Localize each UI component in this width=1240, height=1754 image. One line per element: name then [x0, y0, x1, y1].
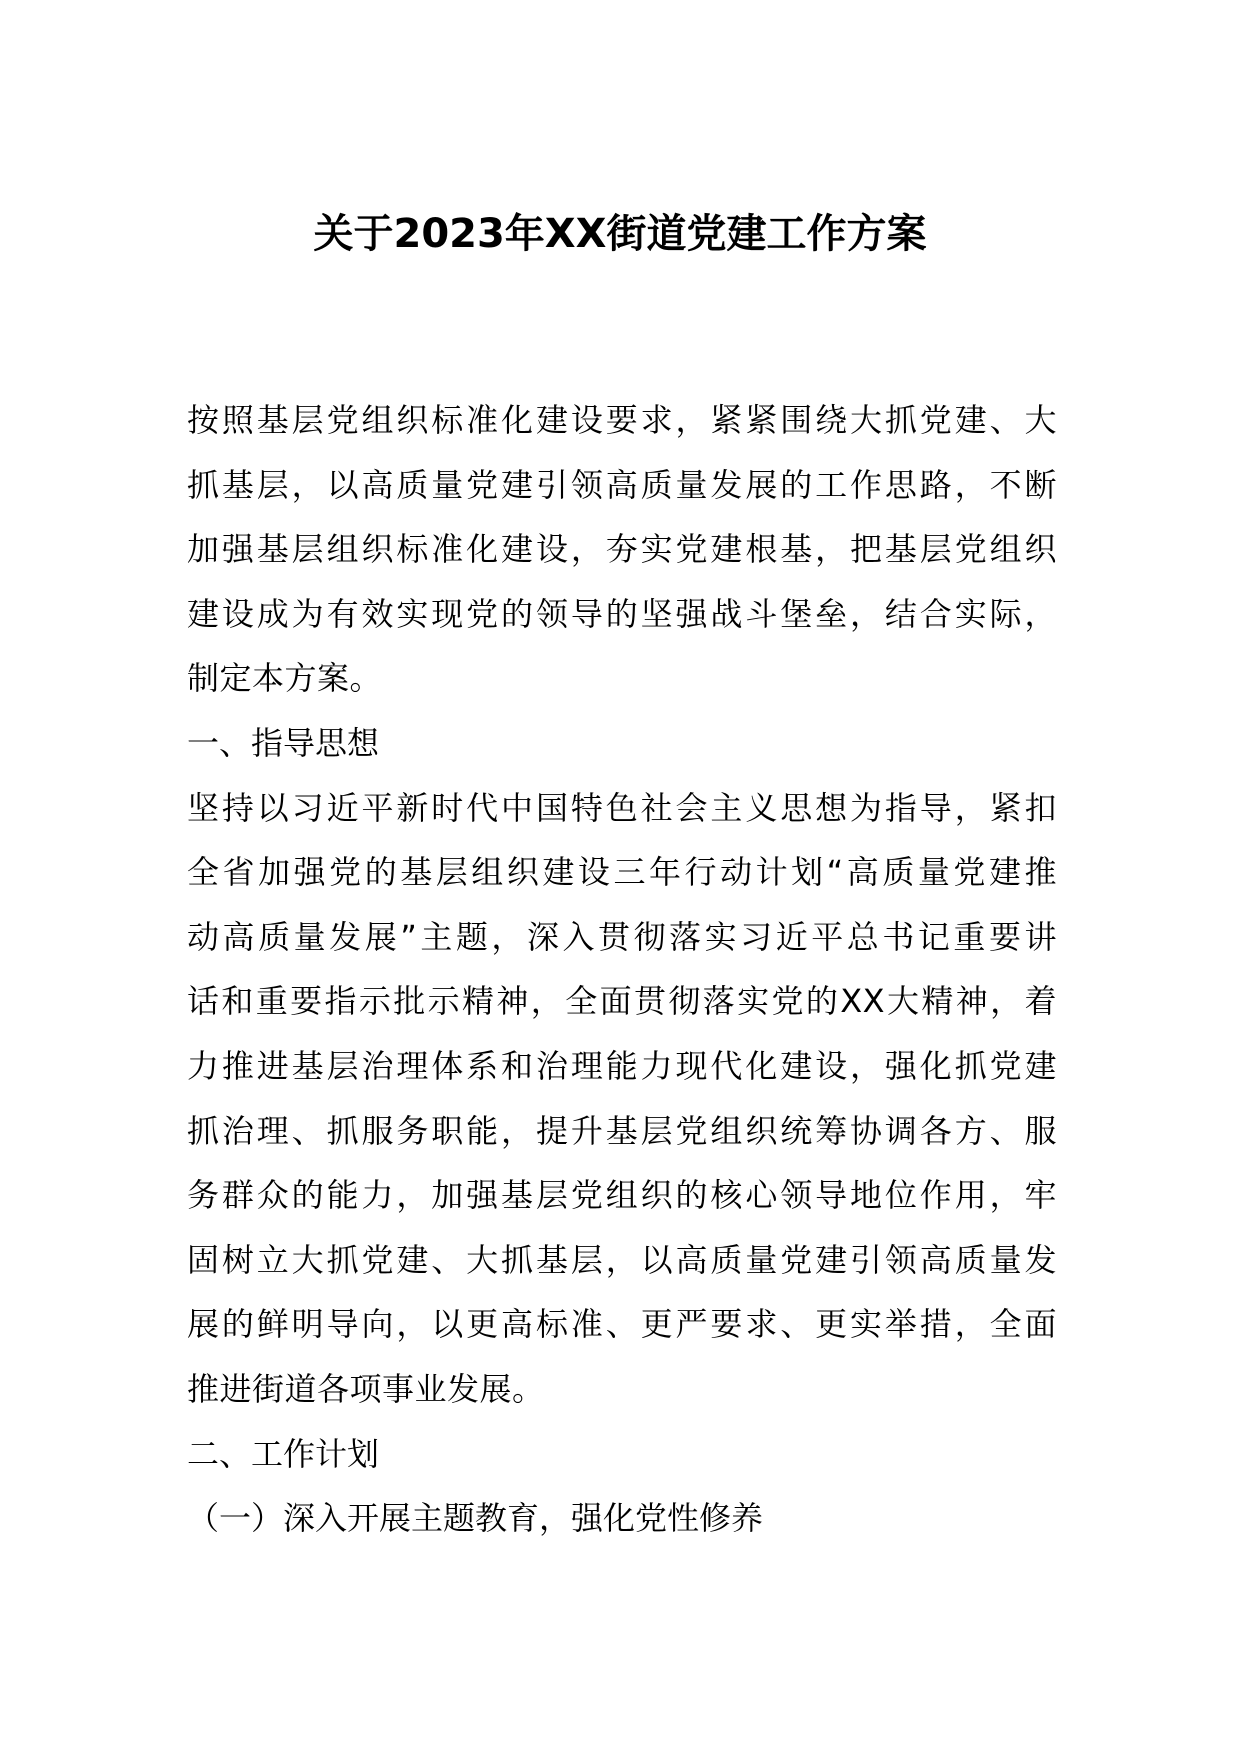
paragraph-line: 推进街道各项事业发展。	[187, 1369, 545, 1408]
paragraph-line: 话和重要指示批示精神，全面贯彻落实党的XX大精神，着	[187, 982, 1057, 1021]
intro-paragraph	[187, 388, 1057, 711]
paragraph-line: 全省加强党的基层组织建设三年行动计划“高质量党建推	[187, 853, 1057, 892]
paragraph-line: 建设成为有效实现党的领导的坚强战斗堡垒，结合实际，	[187, 594, 1057, 633]
paragraph-line: 展的鲜明导向，以更高标准、更严要求、更实举措，全面	[187, 1305, 1057, 1344]
paragraph-line: 抓治理、抓服务职能，提升基层党组织统筹协调各方、服	[187, 1111, 1057, 1150]
paragraph-line: 抓基层，以高质量党建引领高质量发展的工作思路，不断	[187, 465, 1057, 504]
paragraph-line: 动高质量发展”主题，深入贯彻落实习近平总书记重要讲	[187, 917, 1057, 956]
document-body	[187, 388, 1057, 1551]
paragraph-line: 力推进基层治理体系和治理能力现代化建设，强化抓党建	[187, 1046, 1057, 1085]
paragraph-line: 制定本方案。	[187, 659, 383, 698]
document-title: 关于2023年XX街道党建工作方案	[313, 211, 927, 257]
paragraph-line: 按照基层党组织标准化建设要求，紧紧围绕大抓党建、大	[187, 401, 1057, 439]
guiding-ideology-paragraph	[187, 776, 1057, 1422]
paragraph-line: 固树立大抓党建、大抓基层，以高质量党建引领高质量发	[187, 1240, 1057, 1279]
section-heading-guiding-ideology: 一、指导思想	[187, 723, 380, 762]
subsection-heading-theme-education: （一）深入开展主题教育，强化党性修养	[187, 1499, 764, 1538]
paragraph-line: 加强基层组织标准化建设，夯实党建根基，把基层党组织	[187, 530, 1057, 569]
paragraph-line: 坚持以习近平新时代中国特色社会主义思想为指导，紧扣	[187, 788, 1057, 827]
paragraph-line: 务群众的能力，加强基层党组织的核心领导地位作用，牢	[187, 1176, 1057, 1215]
section-heading-work-plan: 二、工作计划	[187, 1434, 380, 1473]
